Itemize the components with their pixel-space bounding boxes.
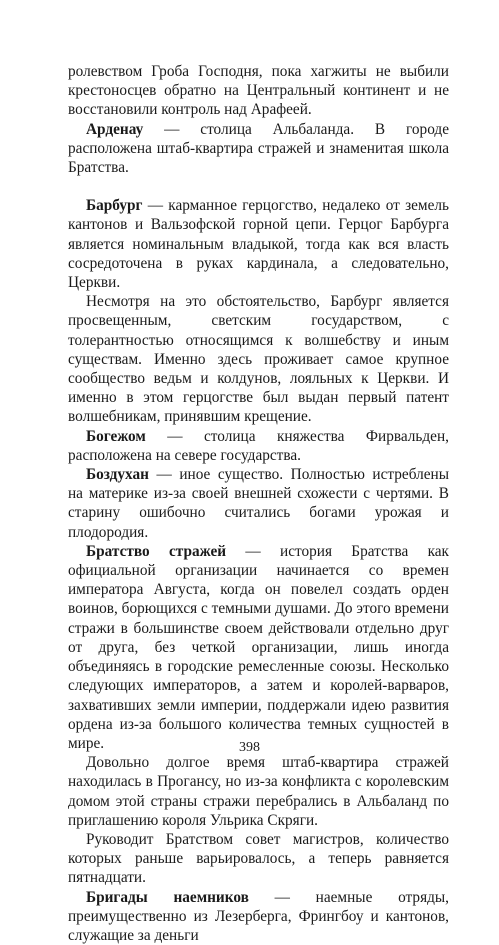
- page-number: 398: [239, 740, 260, 755]
- paragraph: [68, 830, 449, 888]
- glossary-entry: [68, 888, 449, 945]
- entry-term: Боздухан: [86, 466, 149, 484]
- entry-definition: — карманное герцогство, недалеко от земель кантонов и Вальзофской горной цепи. Герцог Барбурга является номинальным владыкой, тогда как вся власть сосредоточена в руках кардинала, а следовательно, Церкви.: [68, 197, 449, 292]
- paragraph: [68, 62, 449, 120]
- glossary-entry: [68, 196, 449, 292]
- glossary-entry: [68, 120, 449, 178]
- entry-term: Братство стражей: [86, 542, 227, 560]
- glossary-entry: [68, 427, 449, 465]
- blank-line: [68, 177, 449, 196]
- paragraph-text: Несмотря на это обстоятельство, Барбург является просвещенным, светским государством, с толерантностью относящимся к волшебству и иным существам. Именно здесь проживает самое крупное сообщество ведьм и колдунов, лояльных к Церкви. И именно в этом герцогстве был выдан первый патент волшебникам, принявшим крещение.: [68, 293, 449, 426]
- paragraph-text: Руководит Братством совет магистров, количество которых раньше варьировалось, а теперь равняется пятнадцати.: [68, 830, 449, 887]
- entry-term: Арденау: [86, 120, 144, 138]
- entry-definition: — столица княжества Фирвальден, расположена на севере государства.: [68, 427, 449, 464]
- glossary-entry: [68, 465, 449, 542]
- entry-term: Богежом: [86, 427, 146, 445]
- entry-definition: — столица Альбаланда. В городе расположена штаб-квартира стражей и знаменитая школа Братства.: [68, 120, 449, 177]
- entry-term: Барбург: [86, 197, 143, 215]
- paragraph: [68, 753, 449, 830]
- entry-definition: — иное существо. Полностью истреблены на материке из-за своей внешней схожести с чертями. В старину ошибочно считались богами урожая и плодородия.: [68, 466, 449, 541]
- entry-term: Бригады наемников: [86, 888, 249, 906]
- paragraph: [68, 292, 449, 426]
- entry-definition: — история Братства как официальной организации начинается со времен императора Августа, когда он повелел создать орден воинов, борющихся с темными душами. До этого времени стражи в большинстве своем действовали отдельно друг от друга, без четкой организации, лишь иногда объединяясь в городские ремесленные союзы. Несколько следующих императоров, а затем и королей-варваров, захвативших земли империи, поддержали идею развития ордена из-за большого количества темных сущностей в мире.: [68, 542, 449, 752]
- glossary-entry: [68, 542, 449, 753]
- paragraph-text: ролевством Гроба Господня, пока хагжиты не выбили крестоносцев обратно на Центральный континент и не восстановили контроль над Арафеей.: [68, 63, 449, 119]
- entry-definition: — наемные отряды, преимущественно из Лезерберга, Фрингбоу и кантонов, служащие за деньги: [68, 888, 449, 944]
- body-text: [68, 62, 449, 945]
- paragraph-text: Довольно долгое время штаб-квартира стражей находилась в Прогансу, но из-за конфликта с королевским домом этой страны стражи перебрались в Альбаланд по приглашению короля Ульрика Скряги.: [68, 754, 449, 829]
